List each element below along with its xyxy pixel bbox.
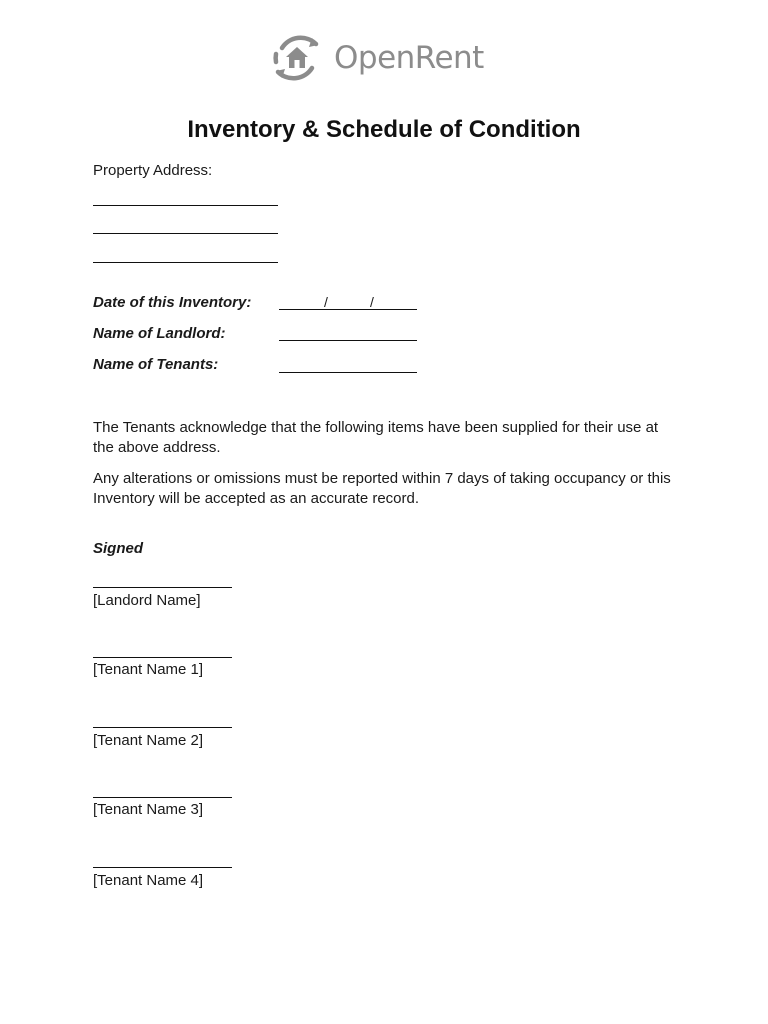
signatory-landlord: [Landord Name]	[93, 592, 201, 609]
signature-line-tenant-4	[93, 867, 232, 868]
signature-line-tenant-2	[93, 727, 232, 728]
date-line	[279, 309, 417, 310]
address-line-1	[93, 205, 278, 206]
signature-line-tenant-3	[93, 797, 232, 798]
address-line-2	[93, 233, 278, 234]
tenants-line	[279, 372, 417, 373]
brand-name: OpenRent	[334, 40, 484, 76]
property-address-label: Property Address:	[93, 162, 213, 179]
signatory-tenant-4: [Tenant Name 4]	[93, 872, 204, 889]
page-title: Inventory & Schedule of Condition	[187, 116, 581, 143]
tenants-label: Name of Tenants:	[93, 356, 219, 373]
openrent-logo	[268, 30, 484, 86]
signed-label: Signed	[93, 540, 144, 557]
signatory-tenant-2: [Tenant Name 2]	[93, 732, 204, 749]
house-cycle-icon	[268, 30, 326, 86]
signatory-tenant-3: [Tenant Name 3]	[93, 801, 204, 818]
landlord-label: Name of Landlord:	[93, 325, 226, 342]
landlord-line	[279, 340, 417, 341]
date-separator-2: /	[370, 294, 374, 310]
date-label: Date of this Inventory:	[93, 294, 252, 311]
acknowledgement-paragraph: The Tenants acknowledge that the following items have been supplied for their use at the above address.	[93, 419, 659, 456]
alterations-paragraph: Any alterations or omissions must be reported within 7 days of taking occupancy or this Inventory will be accepted as an accurate record.	[93, 470, 671, 507]
signature-line-tenant-1	[93, 657, 232, 658]
date-separator-1: /	[324, 294, 328, 310]
signature-line-landlord	[93, 587, 232, 588]
signatory-tenant-1: [Tenant Name 1]	[93, 661, 204, 678]
address-line-3	[93, 262, 278, 263]
